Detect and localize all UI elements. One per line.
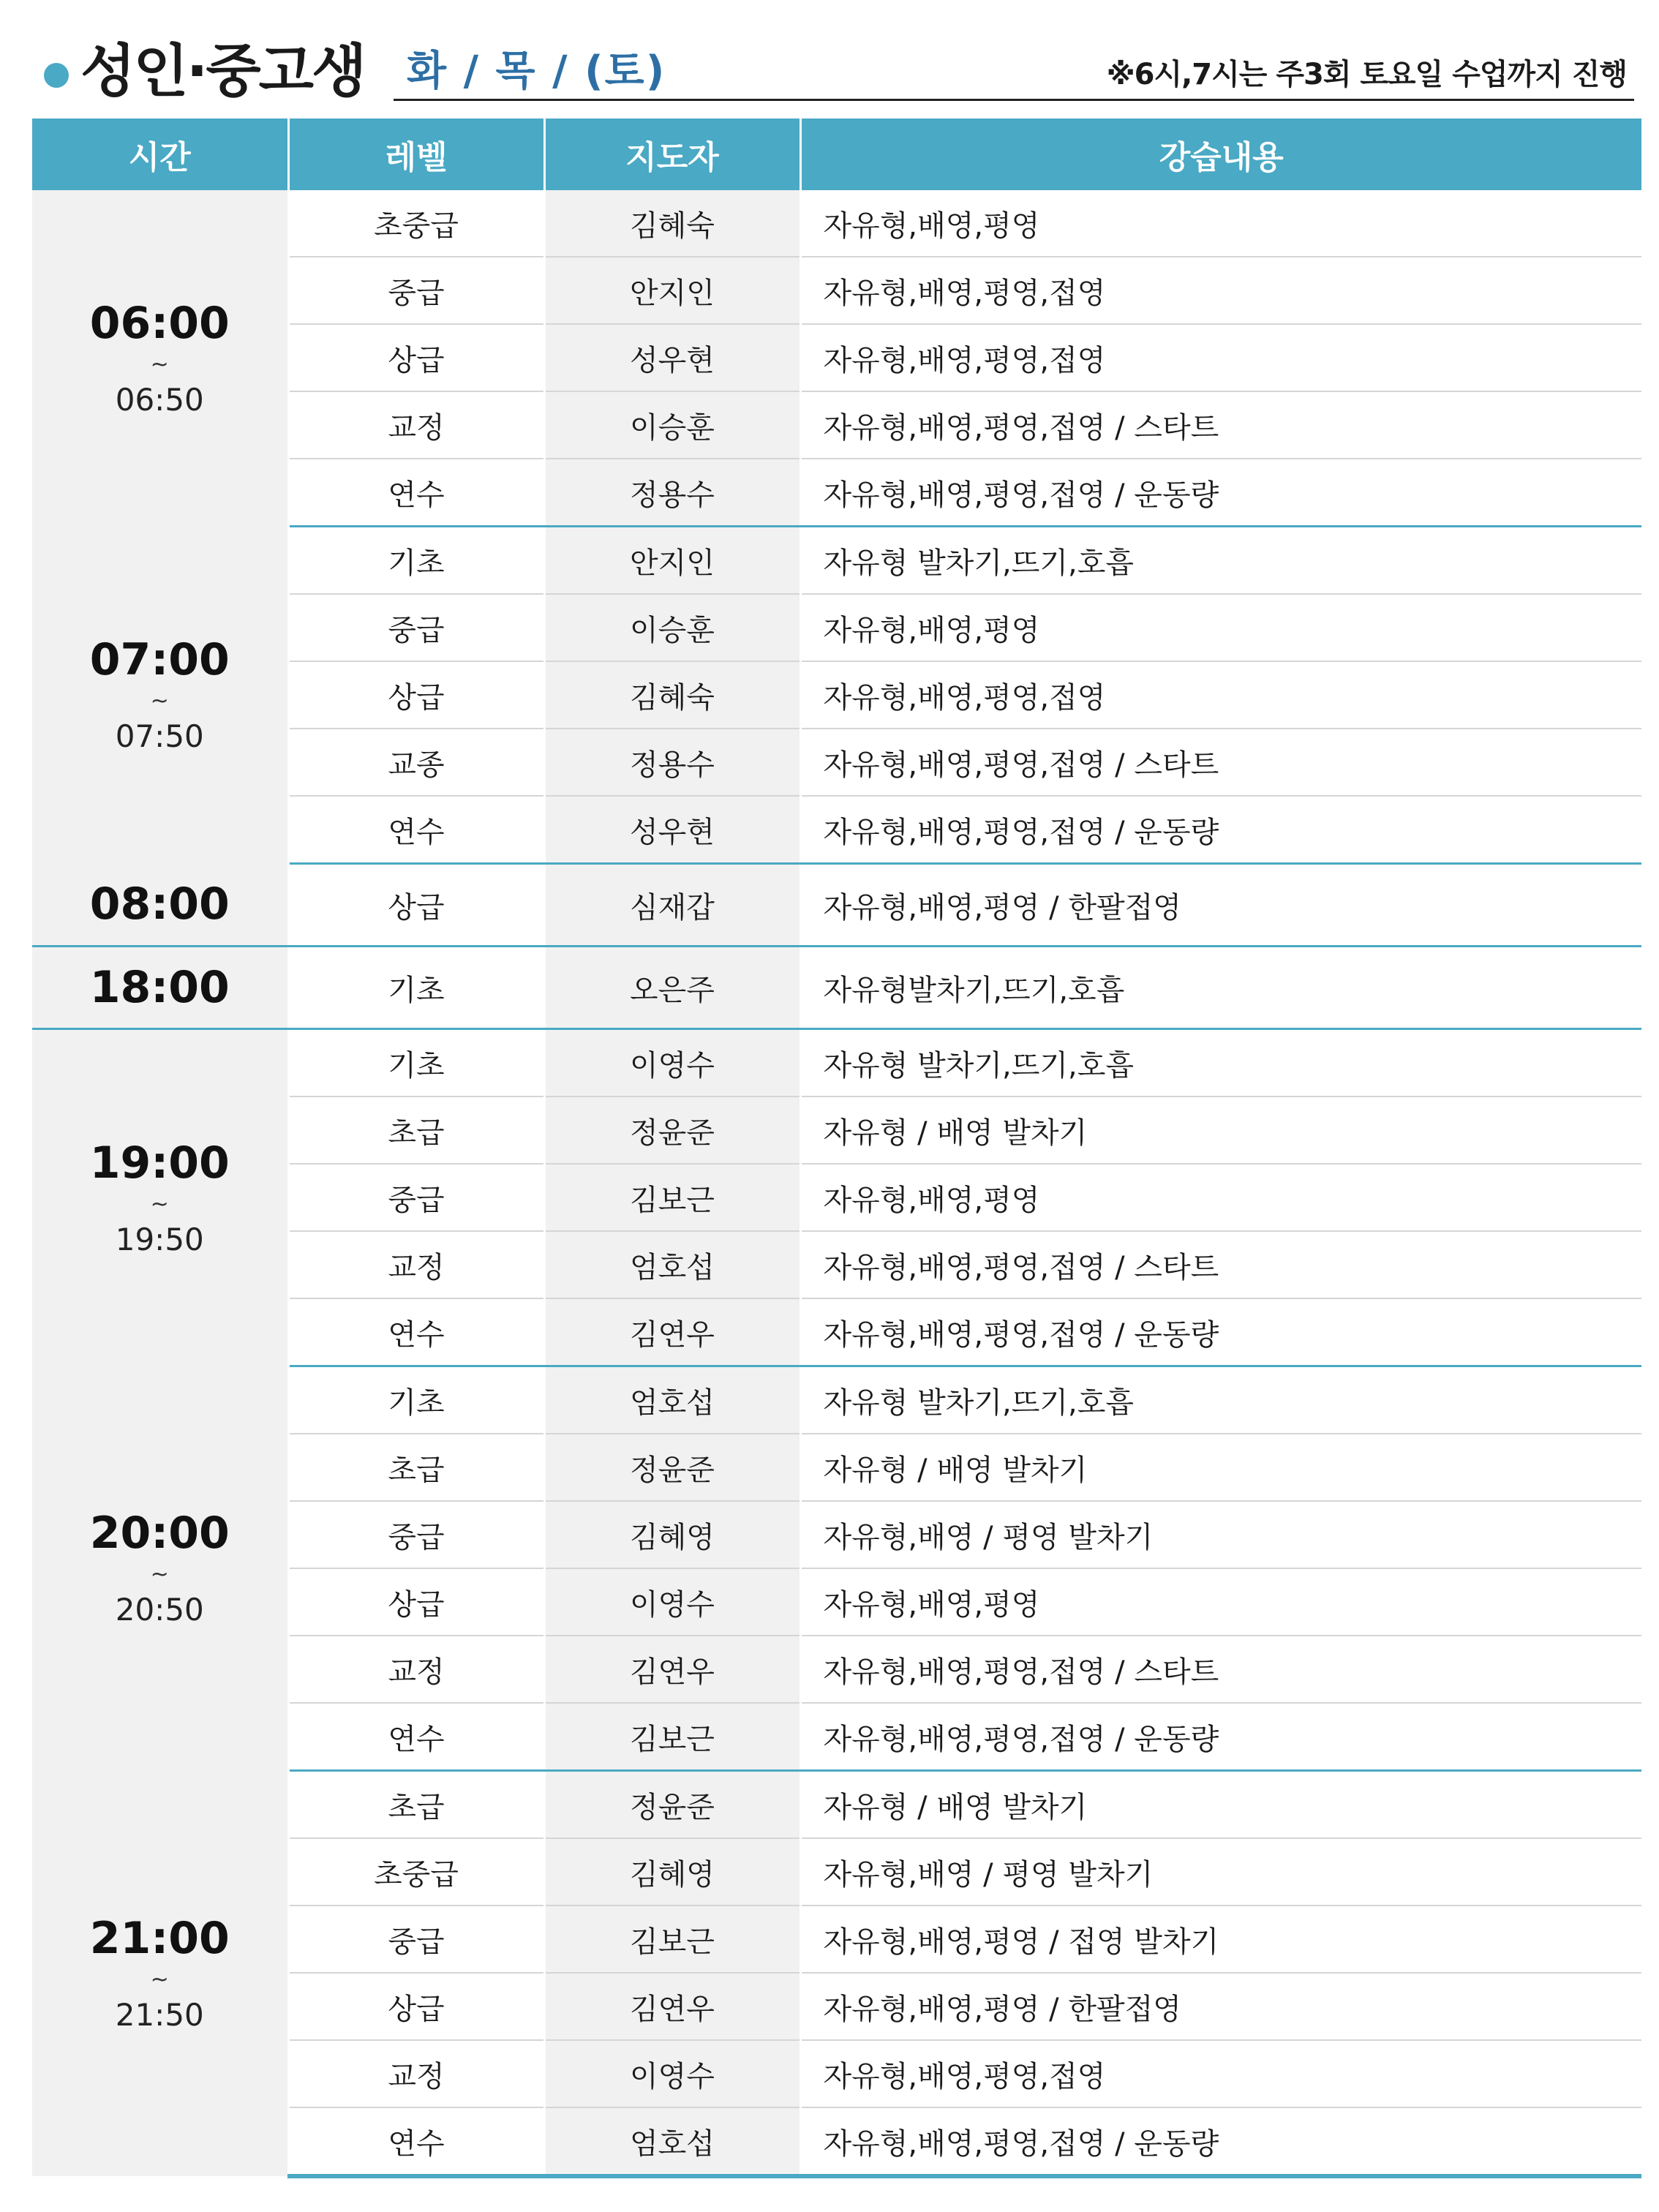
time-range-tilde: ~: [150, 351, 169, 377]
level-cell: 연수: [288, 459, 544, 527]
content-cell: 자유형,배영,평영 / 한팔접영: [800, 1973, 1641, 2040]
content-cell: 자유형,배영 / 평영 발차기: [800, 1501, 1641, 1568]
content-cell: 자유형 / 배영 발차기: [800, 1771, 1641, 1839]
level-cell: 중급: [288, 1501, 544, 1568]
level-cell: 기초: [288, 1366, 544, 1434]
table-row: [32, 190, 1641, 257]
column-header-level: 레벨: [288, 118, 544, 190]
coach-cell: 정윤준: [544, 1096, 800, 1164]
coach-cell: 김보근: [544, 1906, 800, 1973]
content-cell: 자유형,배영,평영,접영: [800, 257, 1641, 324]
coach-cell: 이영수: [544, 1568, 800, 1636]
content-cell: 자유형발차기,뜨기,호흡: [800, 947, 1641, 1029]
content-cell: 자유형,배영,평영,접영 / 스타트: [800, 391, 1641, 459]
time-slot-cell: [32, 947, 288, 1029]
level-cell: 연수: [288, 2107, 544, 2176]
level-cell: 초급: [288, 1771, 544, 1839]
header-underline: [394, 99, 1634, 101]
table-body: [32, 190, 1641, 2176]
header-row: [32, 118, 1641, 190]
level-cell: 기초: [288, 1029, 544, 1097]
content-cell: 자유형 / 배영 발차기: [800, 1434, 1641, 1501]
table-row: [32, 1771, 1641, 1839]
table-row: [32, 1366, 1641, 1434]
time-end: 20:50: [115, 1592, 204, 1628]
coach-cell: 김보근: [544, 1164, 800, 1231]
coach-cell: 정용수: [544, 729, 800, 796]
coach-cell: 오은주: [544, 947, 800, 1029]
coach-cell: 김혜영: [544, 1501, 800, 1568]
level-cell: 상급: [288, 324, 544, 391]
schedule-note: ※6시,7시는 주3회 토요일 수업까지 진행: [1106, 58, 1627, 91]
column-header-coach: 지도자: [544, 118, 800, 190]
content-cell: 자유형,배영,평영: [800, 1164, 1641, 1231]
content-cell: 자유형,배영 / 평영 발차기: [800, 1838, 1641, 1906]
time-start: 08:00: [89, 879, 230, 930]
page-title: 성인·중고생: [80, 39, 365, 105]
coach-cell: 김혜숙: [544, 661, 800, 729]
time-start: 06:00: [89, 297, 230, 349]
content-cell: 자유형,배영,평영 / 한팔접영: [800, 864, 1641, 947]
level-cell: 상급: [288, 864, 544, 947]
content-cell: 자유형,배영,평영: [800, 190, 1641, 257]
coach-cell: 엄호섭: [544, 1366, 800, 1434]
coach-cell: 정용수: [544, 459, 800, 527]
coach-cell: 엄호섭: [544, 1231, 800, 1298]
level-cell: 상급: [288, 1568, 544, 1636]
level-cell: 중급: [288, 1164, 544, 1231]
time-start: 19:00: [89, 1137, 230, 1189]
table-row: [32, 1029, 1641, 1097]
level-cell: 중급: [288, 1906, 544, 1973]
level-cell: 초급: [288, 1096, 544, 1164]
coach-cell: 이영수: [544, 2040, 800, 2107]
content-cell: 자유형,배영,평영 / 접영 발차기: [800, 1906, 1641, 1973]
time-slot-cell: [32, 1029, 288, 1366]
class-days: 화 / 목 / (토): [407, 48, 666, 95]
coach-cell: 심재갑: [544, 864, 800, 947]
time-range-tilde: ~: [150, 1966, 169, 1993]
content-cell: 자유형,배영,평영,접영 / 운동량: [800, 796, 1641, 864]
coach-cell: 정윤준: [544, 1771, 800, 1839]
time-slot-cell: [32, 864, 288, 947]
content-cell: 자유형,배영,평영,접영 / 스타트: [800, 729, 1641, 796]
table-header: [32, 118, 1641, 190]
coach-cell: 성우현: [544, 324, 800, 391]
time-end: 07:50: [115, 718, 204, 754]
content-cell: 자유형 발차기,뜨기,호흡: [800, 527, 1641, 595]
coach-cell: 정윤준: [544, 1434, 800, 1501]
time-start: 18:00: [89, 962, 230, 1013]
level-cell: 연수: [288, 1703, 544, 1771]
coach-cell: 안지인: [544, 257, 800, 324]
time-end: 21:50: [115, 1996, 204, 2033]
time-slot-cell: [32, 190, 288, 527]
time-end: 06:50: [115, 381, 204, 418]
content-cell: 자유형,배영,평영: [800, 594, 1641, 661]
section-header: [32, 34, 1634, 104]
level-cell: 초중급: [288, 1838, 544, 1906]
content-cell: 자유형,배영,평영,접영 / 운동량: [800, 459, 1641, 527]
level-cell: 기초: [288, 947, 544, 1029]
time-start: 21:00: [89, 1912, 230, 1964]
content-cell: 자유형 발차기,뜨기,호흡: [800, 1366, 1641, 1434]
table-row: [32, 527, 1641, 595]
time-slot-cell: [32, 527, 288, 864]
coach-cell: 이영수: [544, 1029, 800, 1097]
content-cell: 자유형,배영,평영,접영: [800, 661, 1641, 729]
level-cell: 교정: [288, 1636, 544, 1703]
time-start: 07:00: [89, 634, 230, 685]
coach-cell: 김보근: [544, 1703, 800, 1771]
level-cell: 상급: [288, 661, 544, 729]
level-cell: 연수: [288, 1298, 544, 1366]
level-cell: 교정: [288, 2040, 544, 2107]
level-cell: 교종: [288, 729, 544, 796]
coach-cell: 김연우: [544, 1973, 800, 2040]
coach-cell: 김혜숙: [544, 190, 800, 257]
coach-cell: 김연우: [544, 1298, 800, 1366]
level-cell: 상급: [288, 1973, 544, 2040]
content-cell: 자유형,배영,평영,접영: [800, 2040, 1641, 2107]
level-cell: 교정: [288, 391, 544, 459]
coach-cell: 김혜영: [544, 1838, 800, 1906]
time-range-tilde: ~: [150, 688, 169, 714]
content-cell: 자유형,배영,평영,접영 / 운동량: [800, 1703, 1641, 1771]
schedule-table: [32, 118, 1641, 2178]
time-end: 19:50: [115, 1221, 204, 1257]
content-cell: 자유형,배영,평영: [800, 1568, 1641, 1636]
coach-cell: 이승훈: [544, 594, 800, 661]
time-range-tilde: ~: [150, 1191, 169, 1217]
column-header-content: 강습내용: [800, 118, 1641, 190]
bullet-icon: [44, 63, 69, 88]
level-cell: 기초: [288, 527, 544, 595]
level-cell: 교정: [288, 1231, 544, 1298]
level-cell: 초급: [288, 1434, 544, 1501]
content-cell: 자유형,배영,평영,접영 / 운동량: [800, 2107, 1641, 2176]
content-cell: 자유형,배영,평영,접영 / 스타트: [800, 1636, 1641, 1703]
coach-cell: 김연우: [544, 1636, 800, 1703]
level-cell: 연수: [288, 796, 544, 864]
time-slot-cell: [32, 1771, 288, 2177]
level-cell: 중급: [288, 257, 544, 324]
table-row: [32, 864, 1641, 947]
time-slot-cell: [32, 1366, 288, 1771]
coach-cell: 성우현: [544, 796, 800, 864]
table-row: [32, 947, 1641, 1029]
content-cell: 자유형,배영,평영,접영: [800, 324, 1641, 391]
level-cell: 중급: [288, 594, 544, 661]
column-header-time: 시간: [32, 118, 288, 190]
content-cell: 자유형 발차기,뜨기,호흡: [800, 1029, 1641, 1097]
coach-cell: 이승훈: [544, 391, 800, 459]
coach-cell: 엄호섭: [544, 2107, 800, 2176]
content-cell: 자유형,배영,평영,접영 / 운동량: [800, 1298, 1641, 1366]
level-cell: 초중급: [288, 190, 544, 257]
content-cell: 자유형,배영,평영,접영 / 스타트: [800, 1231, 1641, 1298]
time-start: 20:00: [89, 1508, 230, 1559]
coach-cell: 안지인: [544, 527, 800, 595]
content-cell: 자유형 / 배영 발차기: [800, 1096, 1641, 1164]
time-range-tilde: ~: [150, 1562, 169, 1587]
